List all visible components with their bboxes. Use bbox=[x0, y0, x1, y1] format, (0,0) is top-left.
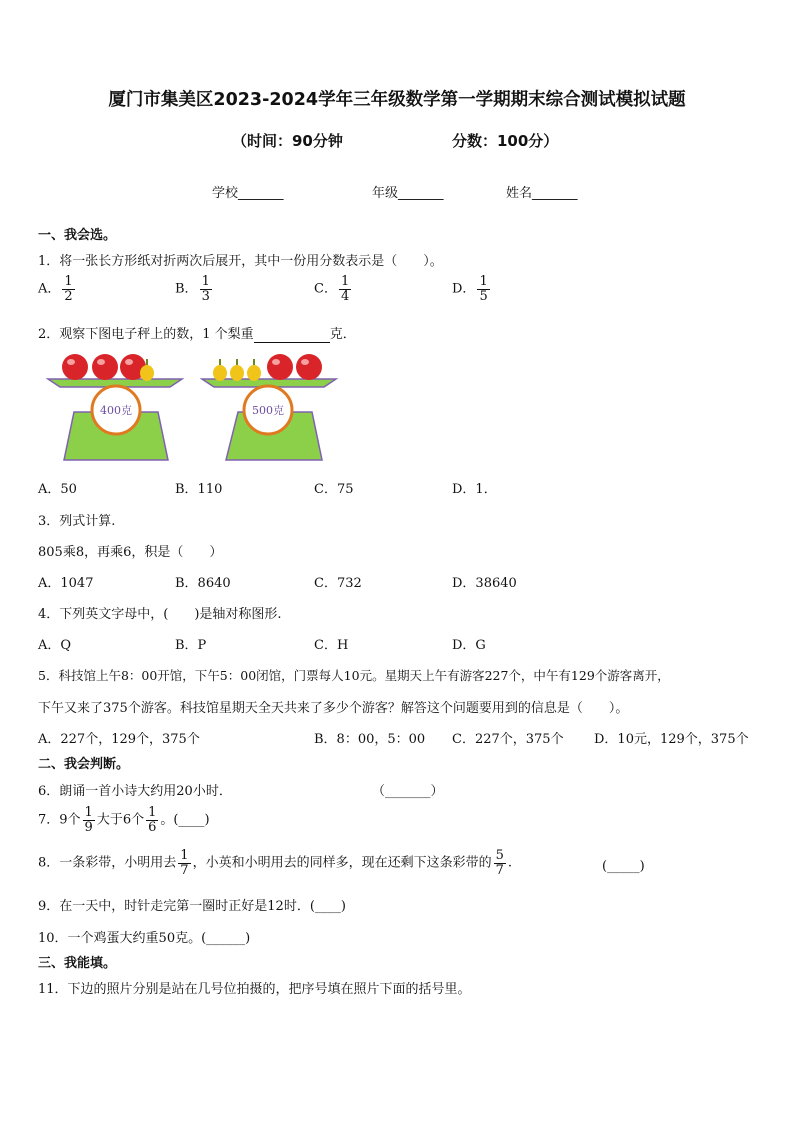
question-10-stem: 10．一个鸡蛋大约重50克。(______) bbox=[38, 931, 251, 946]
question-8 bbox=[38, 849, 512, 877]
fraction bbox=[477, 275, 489, 303]
fraction-numerator: 1 bbox=[84, 805, 93, 820]
question-8-part-b: ，小英和小明用去的同样多，现在还剩下这条彩带的 bbox=[192, 855, 492, 871]
question-3-option-d[interactable]: D．38640 bbox=[452, 576, 517, 591]
question-4-option-d[interactable]: D．G bbox=[452, 638, 486, 653]
question-8-part-a: 8．一条彩带，小明用去 bbox=[38, 855, 177, 871]
option-label: B． bbox=[175, 281, 198, 297]
scale-illustration-1 bbox=[46, 350, 186, 465]
question-2-option-c[interactable]: C．75 bbox=[314, 482, 354, 497]
grade-field[interactable] bbox=[372, 182, 444, 201]
question-1-option-d[interactable] bbox=[452, 275, 492, 303]
section-heading-judge: 二、我会判断。 bbox=[38, 757, 130, 772]
question-3-option-b[interactable]: B．8640 bbox=[175, 576, 231, 591]
question-5-option-c[interactable]: C．227个，375个 bbox=[452, 732, 564, 747]
grade-label: 年级 bbox=[372, 186, 399, 201]
question-5-line-1: 5．科技馆上午8：00开馆，下午5：00闭馆，门票每人10元。星期天上午有游客227个，中午有129个游客离开， bbox=[38, 668, 670, 683]
scale-illustration-2 bbox=[200, 350, 340, 465]
fraction bbox=[494, 849, 506, 877]
fraction-numerator: 1 bbox=[180, 848, 189, 863]
question-6-answer[interactable]: （_______） bbox=[372, 784, 444, 799]
fraction-numerator: 1 bbox=[479, 274, 488, 289]
question-3-option-c[interactable]: C．732 bbox=[314, 576, 362, 591]
question-4-stem: 4．下列英文字母中，( )是轴对称图形. bbox=[38, 607, 282, 622]
section-heading-fill: 三、我能填。 bbox=[38, 956, 117, 971]
fraction bbox=[83, 806, 95, 834]
section-heading-choice: 一、我会选。 bbox=[38, 228, 117, 243]
question-8-answer[interactable]: (_____) bbox=[602, 859, 645, 874]
fraction-denominator: 7 bbox=[180, 862, 189, 878]
fraction-numerator: 1 bbox=[340, 274, 350, 289]
question-7-answer[interactable]: 。(____) bbox=[160, 812, 210, 828]
question-7 bbox=[38, 806, 210, 834]
question-4-option-c[interactable]: C．H bbox=[314, 638, 349, 653]
name-field[interactable] bbox=[506, 182, 578, 201]
question-2-option-d[interactable]: D．1． bbox=[452, 482, 497, 497]
scale-1-reading: 400克 bbox=[100, 404, 132, 417]
question-1-option-c[interactable] bbox=[314, 275, 353, 303]
question-11-stem: 11．下边的照片分别是站在几号位拍摄的，把序号填在照片下面的括号里。 bbox=[38, 982, 471, 997]
question-1-stem: 1．将一张长方形纸对折两次后展开，其中一份用分数表示是（ ）。 bbox=[38, 254, 443, 269]
question-2-stem bbox=[38, 323, 356, 343]
question-7-part-a: 7．9个 bbox=[38, 812, 81, 828]
fraction-numerator: 1 bbox=[148, 805, 157, 820]
question-7-part-b: 大于6个 bbox=[96, 812, 145, 828]
question-5-option-b[interactable]: B．8：00，5：00 bbox=[314, 732, 426, 747]
fraction-numerator: 5 bbox=[495, 848, 504, 863]
question-9-stem: 9．在一天中，时针走完第一圈时正好是12时．(____) bbox=[38, 899, 346, 914]
fraction bbox=[62, 275, 74, 303]
time-label: （时间：90分钟 bbox=[232, 132, 343, 150]
fraction bbox=[178, 849, 190, 877]
school-blank: _______ bbox=[238, 186, 284, 201]
fraction bbox=[339, 275, 351, 303]
question-1-option-b[interactable] bbox=[175, 275, 214, 303]
question-5-option-a[interactable]: A．227个，129个，375个 bbox=[38, 732, 200, 747]
option-label: C． bbox=[314, 281, 337, 297]
fraction bbox=[146, 806, 158, 834]
question-2-stem-b: 克． bbox=[329, 327, 356, 342]
question-5-line-2: 下午又来了375个游客。科技馆星期天全天共来了多少个游客？解答这个问题要用到的信息是（ ）。 bbox=[38, 701, 629, 716]
question-2-option-b[interactable]: B．110 bbox=[175, 482, 223, 497]
question-3-option-a[interactable]: A．1047 bbox=[38, 576, 94, 591]
school-field[interactable] bbox=[212, 182, 284, 201]
scale-2-reading: 500克 bbox=[252, 404, 284, 417]
question-2-stem-a: 2．观察下图电子秤上的数，1 个梨重 bbox=[38, 327, 254, 342]
fraction-denominator: 2 bbox=[64, 288, 73, 304]
answer-blank[interactable] bbox=[254, 327, 330, 343]
fraction-denominator: 9 bbox=[84, 819, 93, 835]
question-1-option-a[interactable] bbox=[38, 275, 77, 303]
question-4-option-b[interactable]: B．P bbox=[175, 638, 207, 653]
fraction-denominator: 4 bbox=[340, 288, 350, 304]
fraction-denominator: 6 bbox=[148, 819, 157, 835]
page-title: 厦门市集美区2023-2024学年三年级数学第一学期期末综合测试模拟试题 bbox=[108, 90, 686, 110]
question-3-stem: 3．列式计算. bbox=[38, 514, 116, 529]
school-label: 学校 bbox=[212, 186, 239, 201]
question-8-part-c: . bbox=[507, 855, 512, 871]
fraction-numerator: 1 bbox=[64, 274, 73, 289]
fraction-denominator: 3 bbox=[201, 288, 210, 304]
score-label: 分数：100分） bbox=[452, 132, 559, 150]
grade-blank: _______ bbox=[398, 186, 444, 201]
name-label: 姓名 bbox=[506, 186, 533, 201]
question-5-option-d[interactable]: D．10元，129个，375个 bbox=[594, 732, 749, 747]
fraction-denominator: 5 bbox=[479, 288, 488, 304]
option-label: A． bbox=[38, 281, 61, 297]
fraction-numerator: 1 bbox=[201, 274, 210, 289]
fraction-denominator: 7 bbox=[495, 862, 504, 878]
question-6-stem: 6．朗诵一首小诗大约用20小时． bbox=[38, 784, 232, 799]
question-3-line-2: 805乘8，再乘6，积是（ ） bbox=[38, 545, 223, 560]
fraction bbox=[200, 275, 212, 303]
question-2-option-a[interactable]: A．50 bbox=[38, 482, 77, 497]
question-4-option-a[interactable]: A．Q bbox=[38, 638, 72, 653]
option-label: D． bbox=[452, 281, 476, 297]
name-blank: _______ bbox=[532, 186, 578, 201]
